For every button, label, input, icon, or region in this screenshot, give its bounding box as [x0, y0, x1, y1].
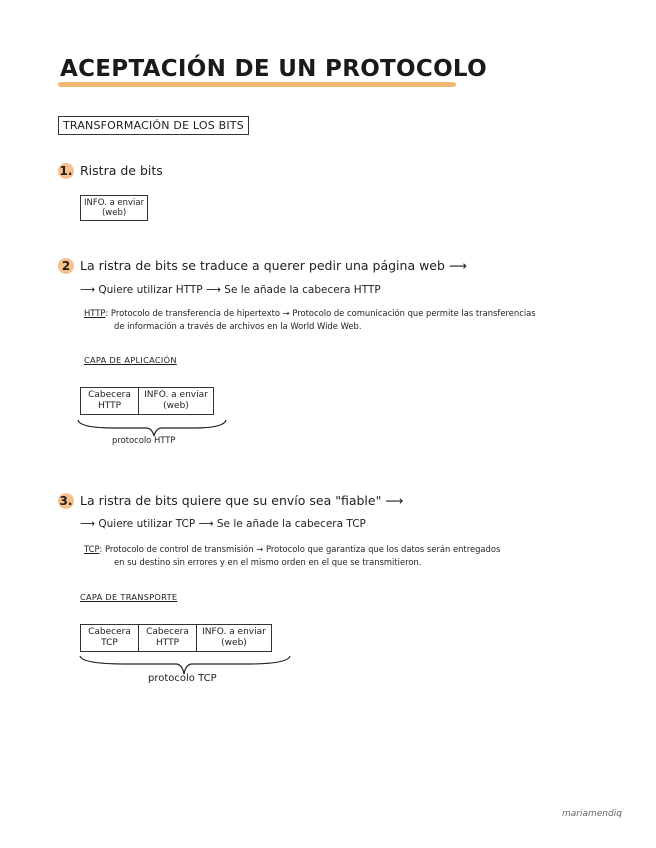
step-3-text: La ristra de bits quiere que su envío sea "fiable" ⟶ [80, 493, 404, 508]
step-3-definition [84, 544, 500, 554]
step-2-cell-info-l1: INFO. a enviar [144, 390, 208, 400]
step-3-cell-tcp [81, 625, 139, 651]
step-3-cell-info [197, 625, 271, 651]
author-signature: mariamendiq [562, 809, 622, 819]
step-3-cell-info-l2: (web) [221, 638, 247, 648]
step-3-def-text: : Protocolo de control de transmisión → Protocolo que garantiza que los datos serán entregados [99, 544, 501, 554]
step-3-packet [80, 624, 272, 652]
step-2-definition [84, 308, 536, 318]
step-1-box-line2: (web) [101, 208, 127, 218]
step-3-cell-tcp-l2: TCP [101, 638, 118, 648]
step-2-packet [80, 387, 214, 415]
step-2-cell-header [81, 388, 139, 414]
step-2-layer-label: CAPA DE APLICACIÓN [84, 355, 177, 365]
step-3-def-term: TCP [84, 544, 100, 554]
step-2-definition-cont: de información a través de archivos en la World Wide Web. [114, 321, 362, 331]
step-2-cell-info [139, 388, 213, 414]
step-2-cell-info-l2: (web) [163, 401, 189, 411]
step-3-cell-http-l1: Cabecera [146, 627, 189, 637]
title-underline [58, 82, 456, 87]
step-3-number: 3. [59, 494, 73, 508]
step-2-def-term: HTTP [84, 308, 106, 318]
step-1-number: 1. [59, 164, 73, 178]
step-3-cell-info-l1: INFO. a enviar [202, 627, 266, 637]
step-1-text: Ristra de bits [80, 163, 163, 178]
step-3-cell-http [139, 625, 197, 651]
step-1-box-line1: INFO. a enviar [84, 198, 145, 208]
page-title: ACEPTACIÓN DE UN PROTOCOLO [60, 56, 487, 82]
step-2-line1: ⟶ Quiere utilizar HTTP ⟶ Se le añade la cabecera HTTP [80, 284, 381, 296]
step-3-brace-label: protocolo TCP [148, 673, 217, 684]
step-3-layer-label: CAPA DE TRANSPORTE [80, 592, 178, 602]
section-subtitle: TRANSFORMACIÓN DE LOS BITS [58, 116, 249, 135]
step-1-info-box [80, 195, 148, 221]
step-3-line1: ⟶ Quiere utilizar TCP ⟶ Se le añade la cabecera TCP [80, 518, 366, 530]
step-2-brace-label: protocolo HTTP [112, 435, 176, 445]
step-2-number: 2 [58, 258, 74, 274]
step-2-def-text: : Protocolo de transferencia de hipertexto → Protocolo de comunicación que permite las transferencias [105, 308, 536, 318]
step-3-cell-http-l2: HTTP [155, 638, 180, 648]
step-3-definition-cont: en su destino sin errores y en el mismo orden en el que se transmitieron. [114, 557, 422, 567]
step-2-text: La ristra de bits se traduce a querer pedir una página web ⟶ [80, 258, 467, 273]
step-2-cell-header-l2: HTTP [97, 401, 122, 411]
step-2-cell-header-l1: Cabecera [88, 390, 131, 400]
step-3-cell-tcp-l1: Cabecera [88, 627, 131, 637]
